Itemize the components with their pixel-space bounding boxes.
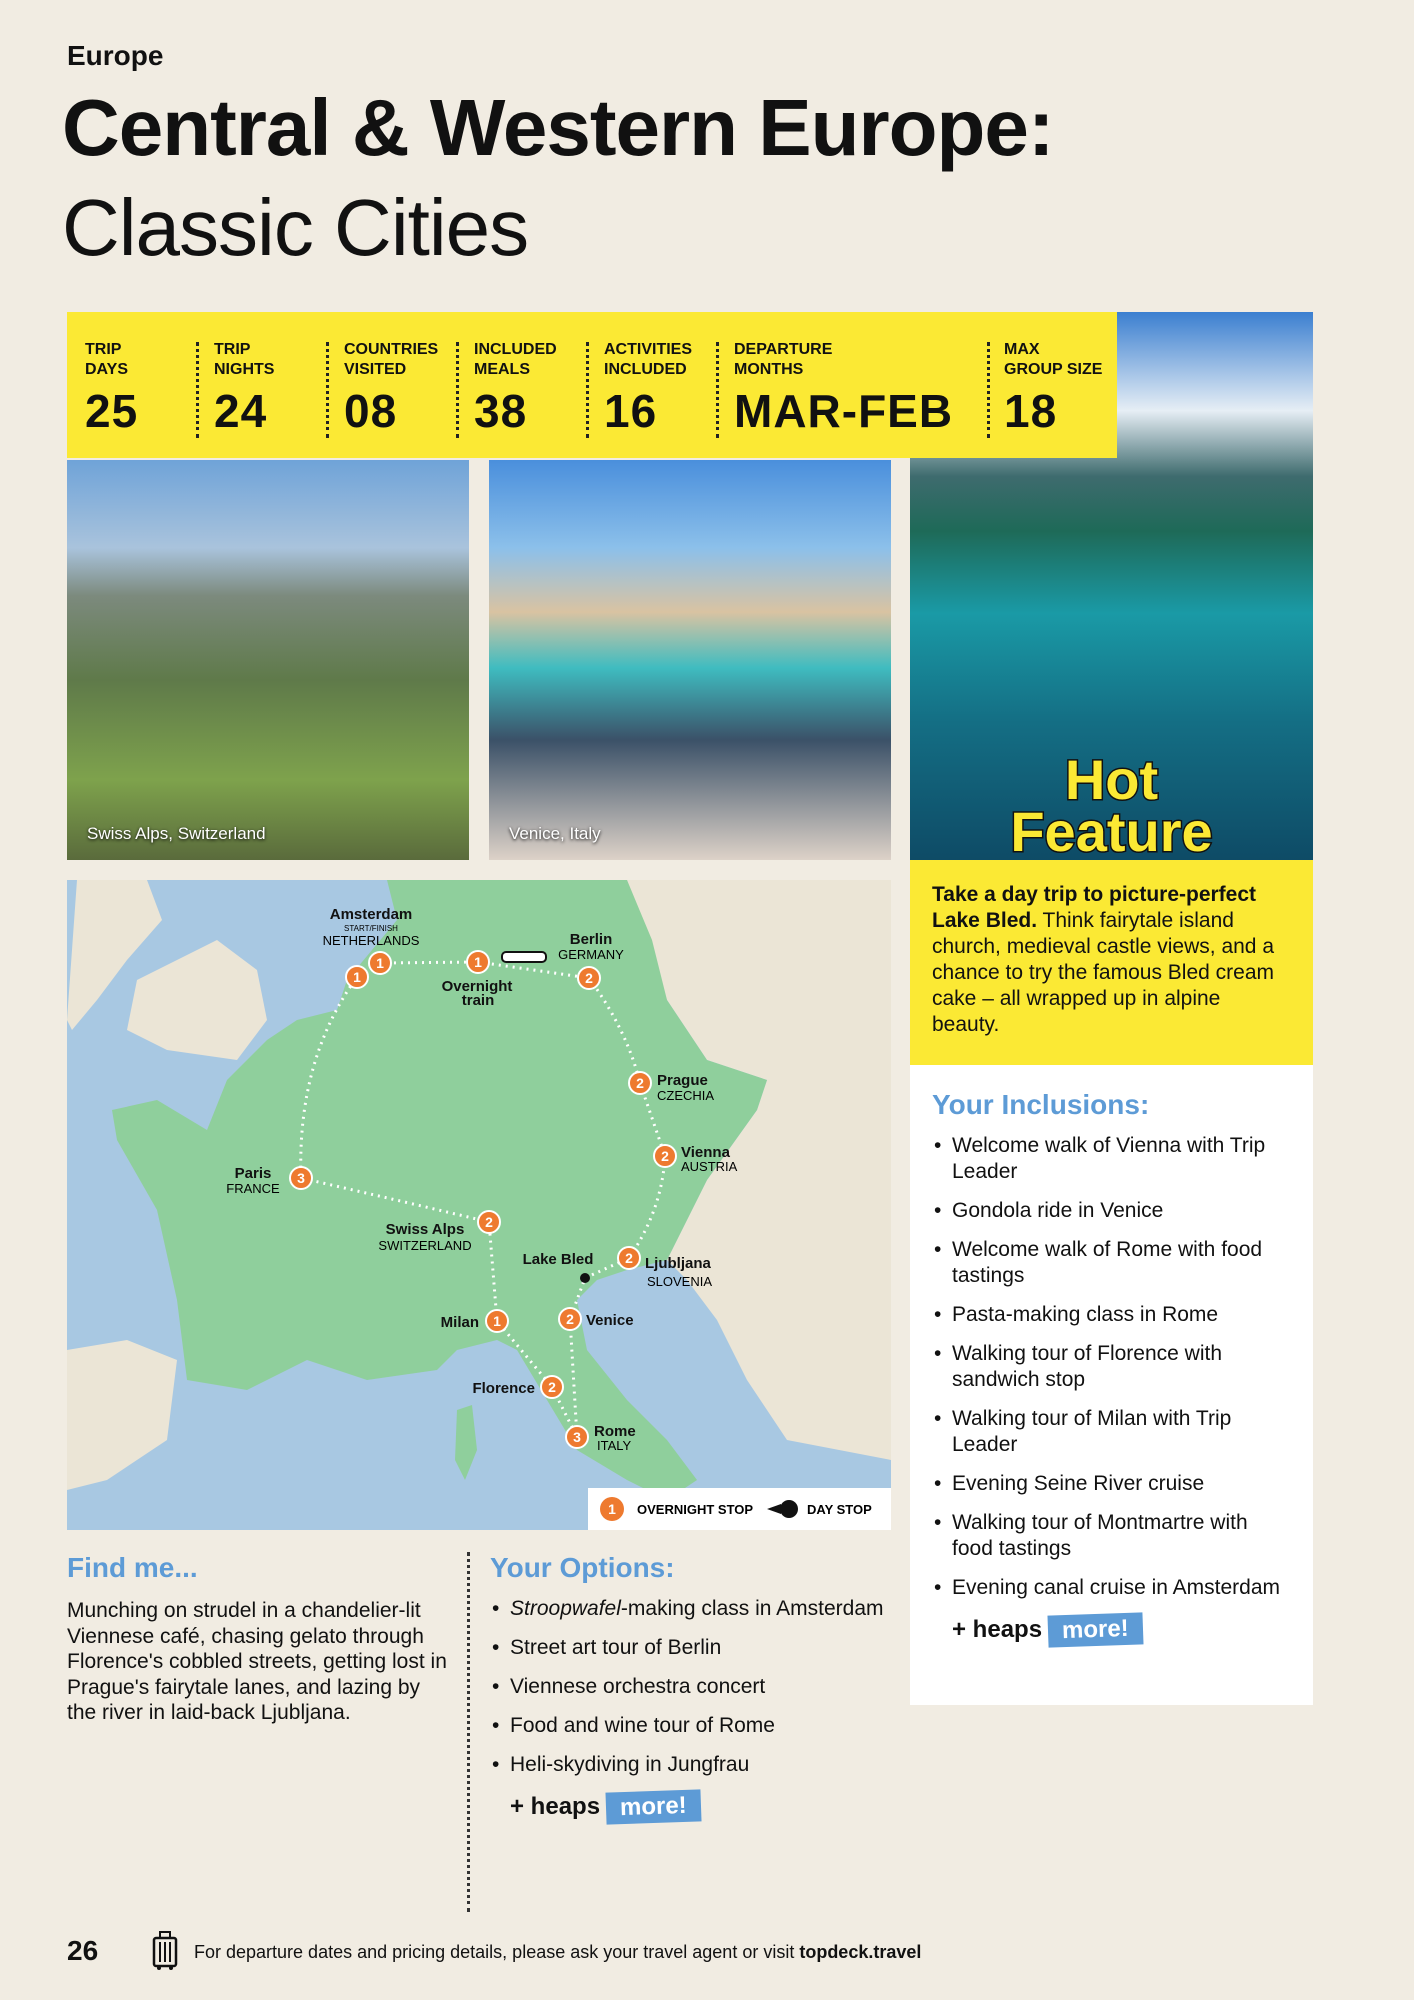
stat-trip-nights [214, 340, 274, 438]
find-me-section [67, 1552, 447, 1726]
day-stop-lake-bled [580, 1273, 590, 1283]
marker-nights: 3 [297, 1170, 305, 1186]
inclusion-item: • Gondola ride in Venice [932, 1198, 1291, 1224]
option-italic: Stroopwafel [510, 1597, 621, 1620]
more-badge: more! [1048, 1612, 1144, 1647]
option-rest: -making class in Amsterdam [620, 1597, 884, 1620]
label-germany: GERMANY [558, 947, 624, 962]
stop-marker-venice [559, 1308, 581, 1330]
label-paris: Paris [234, 1165, 272, 1182]
legend-num: 1 [608, 1501, 616, 1517]
inclusion-item: • Evening canal cruise in Amsterdam [932, 1575, 1291, 1601]
stat-departure [734, 340, 953, 438]
marker-nights: 2 [585, 970, 593, 986]
marker-nights: 1 [353, 969, 361, 985]
label-swiss-alps: Swiss Alps [385, 1221, 465, 1238]
inclusions-title: Your Inclusions: [932, 1089, 1150, 1120]
heaps-label: + heaps [952, 1616, 1043, 1643]
venice-photo [489, 460, 891, 860]
option-item: • Viennese orchestra concert [490, 1674, 890, 1700]
stat-label: DEPARTURE MONTHS [734, 341, 833, 378]
divider [586, 342, 589, 438]
stat-label: MAX GROUP SIZE [1004, 341, 1103, 378]
divider [196, 342, 199, 438]
label-train: train [461, 992, 495, 1009]
label-venice: Venice [586, 1312, 634, 1329]
map-legend [588, 1488, 891, 1530]
stop-marker-prague [629, 1072, 651, 1094]
more-badge: more! [606, 1789, 702, 1824]
footer-note: For departure dates and pricing details, please ask your travel agent or visit [194, 1942, 800, 1962]
options-list [490, 1596, 890, 1778]
footer [67, 1935, 1317, 1971]
page-title: Central & Western Europe: [62, 83, 1054, 172]
divider [987, 342, 990, 438]
divider [326, 342, 329, 438]
option-item [490, 1596, 890, 1622]
inclusion-item: • Welcome walk of Vienna with Trip Leader [932, 1133, 1291, 1185]
hot-line1: Hot [1064, 748, 1159, 811]
options-section [490, 1552, 890, 1823]
label-netherlands: NETHERLANDS [322, 933, 420, 948]
label-italy: ITALY [597, 1438, 632, 1453]
divider [467, 1552, 470, 1912]
stat-trip-days [85, 340, 138, 438]
heaps-more [510, 1791, 890, 1823]
stat-activities [604, 340, 692, 438]
divider [716, 342, 719, 438]
day-stop-icon [780, 1500, 798, 1518]
photo-caption: Venice, Italy [509, 824, 601, 843]
marker-nights: 2 [661, 1148, 669, 1164]
stat-group-size [1004, 340, 1102, 438]
stop-marker-vienna [654, 1145, 676, 1167]
hot-feature-bold: Take a day trip to picture-perfect Lake Bled. [932, 883, 1257, 932]
marker-nights: 2 [636, 1075, 644, 1091]
stat-meals [474, 340, 557, 438]
stop-marker-milan [486, 1310, 508, 1332]
label-florence: Florence [472, 1380, 535, 1397]
find-me-title: Find me... [67, 1552, 198, 1583]
stat-value: 18 [1004, 385, 1058, 437]
label-prague: Prague [657, 1072, 708, 1089]
label-rome: Rome [594, 1423, 636, 1440]
hot-feature-badge [910, 748, 1313, 860]
inclusion-item: • Walking tour of Milan with Trip Leader [932, 1406, 1291, 1458]
legend-overnight: OVERNIGHT STOP [637, 1502, 754, 1517]
stop-marker-amsterdam_b [369, 952, 391, 974]
label-slovenia: SLOVENIA [647, 1274, 713, 1289]
stat-value: 24 [214, 385, 268, 437]
stat-value: 16 [604, 385, 658, 437]
stat-value: MAR-FEB [734, 385, 954, 437]
stat-label: COUNTRIES VISITED [344, 341, 439, 378]
stat-value: 38 [474, 385, 528, 437]
inclusion-item: • Evening Seine River cruise [932, 1471, 1291, 1497]
marker-nights: 2 [566, 1311, 574, 1327]
trip-stats-bar [67, 312, 1117, 458]
label-start-finish: START/FINISH [344, 924, 398, 933]
footer-text [194, 1942, 921, 1963]
inclusion-item: • Walking tour of Montmartre with food tastings [932, 1510, 1291, 1562]
route-map [67, 880, 891, 1530]
stop-marker-amsterdam_a [346, 966, 368, 988]
label-france: FRANCE [226, 1181, 280, 1196]
hot-line2: Feature [1010, 800, 1213, 860]
marker-nights: 3 [573, 1429, 581, 1445]
option-item: • Heli-skydiving in Jungfrau [490, 1752, 890, 1778]
stat-label: ACTIVITIES INCLUDED [604, 341, 693, 378]
find-me-text: Munching on strudel in a chandelier-lit Viennese café, chasing gelato through Florence's cobbled streets, getting lost in Prague's fairytale lanes, and lazing by the river in laid-back Ljubljana. [67, 1599, 447, 1724]
label-czechia: CZECHIA [657, 1088, 715, 1103]
swiss-alps-photo [67, 460, 469, 860]
heaps-label: + heaps [510, 1793, 601, 1820]
topdeck-link[interactable]: topdeck.travel [799, 1942, 922, 1962]
suitcase-icon [152, 1931, 178, 1971]
stop-marker-paris [290, 1167, 312, 1189]
stat-label: TRIP NIGHTS [214, 341, 275, 378]
stat-label: TRIP DAYS [85, 341, 128, 378]
label-vienna: Vienna [681, 1144, 730, 1161]
stop-marker-ljubljana [618, 1247, 640, 1269]
page-subtitle: Classic Cities [62, 183, 529, 272]
page-number: 26 [67, 1935, 99, 1966]
stop-marker-swiss [478, 1211, 500, 1233]
inclusion-item: • Pasta-making class in Rome [932, 1302, 1291, 1328]
marker-nights: 2 [625, 1250, 633, 1266]
inclusion-item: • Welcome walk of Rome with food tastings [932, 1237, 1291, 1289]
label-berlin: Berlin [569, 931, 613, 948]
hot-feature-body: Think fairytale island church, medieval castle views, and a chance to try the famous Bled cream cake – all wrapped up in alpine beauty. [932, 909, 1274, 1036]
options-title: Your Options: [490, 1552, 675, 1583]
label-austria: AUSTRIA [681, 1159, 738, 1174]
stat-countries [344, 340, 438, 438]
region-label: Europe [67, 40, 164, 71]
inclusion-item: • Walking tour of Florence with sandwich stop [932, 1341, 1291, 1393]
option-item: • Street art tour of Berlin [490, 1635, 890, 1661]
photo-caption: Swiss Alps, Switzerland [87, 824, 266, 843]
inclusions-list [932, 1133, 1291, 1601]
heaps-more [952, 1614, 1291, 1646]
stop-marker-berlin [578, 967, 600, 989]
stat-label: INCLUDED MEALS [474, 341, 557, 378]
inclusions-panel [910, 1065, 1313, 1705]
marker-nights: 1 [493, 1313, 501, 1329]
train-icon [502, 952, 546, 962]
divider [456, 342, 459, 438]
label-lake-bled: Lake Bled [522, 1251, 594, 1268]
option-item: • Food and wine tour of Rome [490, 1713, 890, 1739]
stop-marker-train [467, 951, 489, 973]
legend-day: DAY STOP [807, 1502, 872, 1517]
label-switzerland: SWITZERLAND [378, 1238, 472, 1253]
stat-value: 08 [344, 385, 398, 437]
marker-nights: 1 [376, 955, 384, 971]
label-milan: Milan [440, 1314, 479, 1331]
stop-marker-rome [566, 1426, 588, 1448]
label-overnight: Overnight [441, 978, 513, 995]
marker-nights: 2 [548, 1379, 556, 1395]
marker-nights: 1 [474, 954, 482, 970]
label-ljubljana: Ljubljana [645, 1255, 711, 1272]
stop-marker-florence [541, 1376, 563, 1398]
stat-value: 25 [85, 385, 139, 437]
hot-feature-text [910, 860, 1313, 1065]
label-amsterdam: Amsterdam [329, 906, 413, 923]
marker-nights: 2 [485, 1214, 493, 1230]
